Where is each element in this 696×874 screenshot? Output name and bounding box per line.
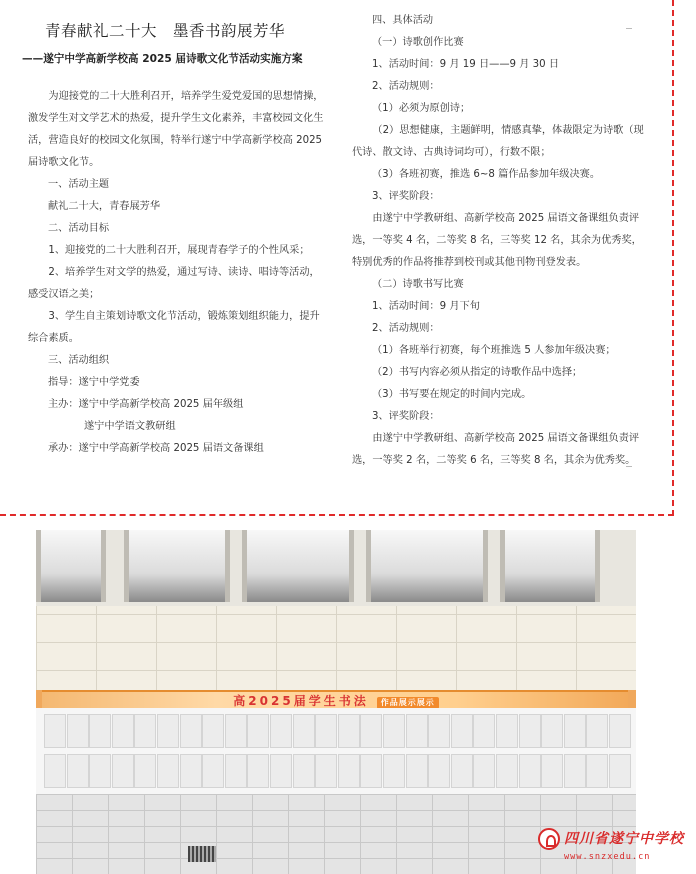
calligraphy-sheet (67, 714, 89, 748)
calligraphy-sheet (609, 714, 631, 748)
activity-rule: （3）书写要在规定的时间内完成。 (372, 389, 532, 400)
calligraphy-sheet (315, 754, 337, 788)
calligraphy-sheet (67, 754, 89, 788)
activity-rule: （1）必须为原创诗； (372, 103, 471, 114)
section-heading-goals: 二、活动目标 (48, 223, 110, 234)
activity-time: 1、活动时间：9 月下旬 (372, 301, 480, 312)
page-mark (626, 466, 632, 467)
calligraphy-sheet (564, 754, 586, 788)
calligraphy-sheet (293, 754, 315, 788)
calligraphy-sheet (180, 714, 202, 748)
goal-item: 2、培养学生对文学的热爱，通过写诗、读诗、唱诗等活动，感受汉语之美； (28, 267, 320, 300)
calligraphy-sheet (225, 754, 247, 788)
document-subtitle: ——遂宁中学高新学校高 2025 届诗歌文化节活动实施方案 (22, 53, 303, 65)
document-left-column (22, 18, 328, 460)
judging-text: 由遂宁中学教研组、高新学校高 2025 届语文备课组负责评选，一等奖 2 名，二等奖 6 名，三等奖 8 名，其余为优秀奖。 (352, 433, 640, 466)
window (124, 530, 230, 602)
calligraphy-sheet (541, 754, 563, 788)
activity-time: 1、活动时间：9 月 19 日——9 月 30 日 (372, 59, 560, 70)
judging-heading: 3、评奖阶段： (372, 411, 440, 422)
calligraphy-sheet (157, 714, 179, 748)
window (366, 530, 488, 602)
calligraphy-sheet (406, 714, 428, 748)
calligraphy-sheet (247, 754, 269, 788)
school-logo-icon (538, 828, 560, 850)
calligraphy-sheet (157, 754, 179, 788)
window (36, 530, 106, 602)
org-undertake: 承办：遂宁中学高新学校高 2025 届语文备课组 (48, 443, 264, 454)
section-heading-organization: 三、活动组织 (48, 355, 110, 366)
watermark-school-name: 四川省遂宁中学校 (564, 831, 684, 847)
activity-rule: （1）各班举行初赛，每个班推选 5 人参加年级决赛； (372, 345, 616, 356)
calligraphy-sheet (360, 754, 382, 788)
calligraphy-sheet (202, 714, 224, 748)
calligraphy-sheet (541, 714, 563, 748)
calligraphy-sheet (496, 754, 518, 788)
activity-rules-heading: 2、活动规则： (372, 81, 440, 92)
calligraphy-sheet (496, 714, 518, 748)
calligraphy-sheet (134, 714, 156, 748)
calligraphy-sheet (247, 714, 269, 748)
window-row (36, 530, 636, 606)
wall-vent (188, 846, 216, 862)
activity-rule: （2）书写内容必须从指定的诗歌作品中选择； (372, 367, 583, 378)
calligraphy-sheet (180, 754, 202, 788)
document-right-column (352, 10, 644, 472)
calligraphy-sheet (112, 714, 134, 748)
window (242, 530, 354, 602)
calligraphy-sheet (270, 754, 292, 788)
calligraphy-sheet (519, 714, 541, 748)
section-heading-theme: 一、活动主题 (48, 179, 110, 190)
activity-rule: （3）各班初赛，推选 6~8 篇作品参加年级决赛。 (372, 169, 601, 180)
calligraphy-sheet (451, 754, 473, 788)
goal-item: 3、学生自主策划诗歌文化节活动，锻炼策划组织能力，提升综合素质。 (28, 311, 320, 344)
calligraphy-sheet (473, 754, 495, 788)
calligraphy-sheet (586, 754, 608, 788)
calligraphy-sheet (383, 714, 405, 748)
org-host-second: 遂宁中学语文教研组 (84, 421, 176, 432)
calligraphy-sheet (89, 714, 111, 748)
calligraphy-sheet (564, 714, 586, 748)
calligraphy-sheet (338, 714, 360, 748)
calligraphy-sheet (360, 714, 382, 748)
calligraphy-board (36, 708, 636, 797)
document-title: 青春献礼二十大 墨香书韵展芳华 (45, 22, 286, 40)
calligraphy-sheet (89, 754, 111, 788)
section-heading-activities: 四、具体活动 (372, 15, 434, 26)
calligraphy-sheet (473, 714, 495, 748)
calligraphy-sheet (270, 714, 292, 748)
calligraphy-sheet (225, 714, 247, 748)
judging-heading: 3、评奖阶段： (372, 191, 440, 202)
page-mark (626, 28, 632, 29)
activity-heading-calligraphy: （二）诗歌书写比赛 (372, 279, 464, 290)
theme-text: 献礼二十大，青春展芳华 (48, 201, 161, 212)
calligraphy-sheet (428, 714, 450, 748)
window (500, 530, 600, 602)
calligraphy-sheet (428, 754, 450, 788)
activity-rule: （2）思想健康，主题鲜明，情感真挚，体裁限定为诗歌（现代诗、散文诗、古典诗词均可），行数不限； (352, 125, 644, 158)
calligraphy-sheet (338, 754, 360, 788)
calligraphy-sheet (202, 754, 224, 788)
org-host: 主办：遂宁中学高新学校高 2025 届年级组 (48, 399, 244, 410)
calligraphy-sheet (44, 714, 66, 748)
activity-rules-heading: 2、活动规则： (372, 323, 440, 334)
calligraphy-sheet (383, 754, 405, 788)
watermark-url: www.snzxedu.cn (564, 852, 651, 862)
calligraphy-sheet (586, 714, 608, 748)
calligraphy-sheet (406, 754, 428, 788)
org-guide: 指导：遂宁中学党委 (48, 377, 140, 388)
banner-title: 高2025届学生书法 (233, 694, 369, 708)
school-watermark (538, 826, 694, 870)
banner-chip: 作品展示展示 (377, 697, 439, 709)
goal-item: 1、迎接党的二十大胜利召开，展现青春学子的个性风采； (48, 245, 310, 256)
calligraphy-sheet (315, 714, 337, 748)
calligraphy-sheet (451, 714, 473, 748)
calligraphy-sheet (519, 754, 541, 788)
calligraphy-sheet (293, 714, 315, 748)
judging-text: 由遂宁中学教研组、高新学校高 2025 届语文备课组负责评选，一等奖 4 名，二等奖 8 名，三等奖 12 名，其余为优秀奖，特别优秀的作品将推荐到校刊或其他刊物刊登发表。 (352, 213, 642, 268)
calligraphy-exhibition-photo (36, 530, 636, 874)
intro-paragraph: 为迎接党的二十大胜利召开，培养学生爱党爱国的思想情操，激发学生对文学艺术的热爱，提升学生文化素养，丰富校园文化生活，营造良好的校园文化氛围，特举行遂宁中学高新学校高 2025 届诗歌文化节。 (28, 91, 324, 168)
calligraphy-sheet (44, 754, 66, 788)
activity-heading-poetry-writing: （一）诗歌创作比赛 (372, 37, 464, 48)
calligraphy-sheet (609, 754, 631, 788)
calligraphy-sheet (112, 754, 134, 788)
calligraphy-sheet (134, 754, 156, 788)
